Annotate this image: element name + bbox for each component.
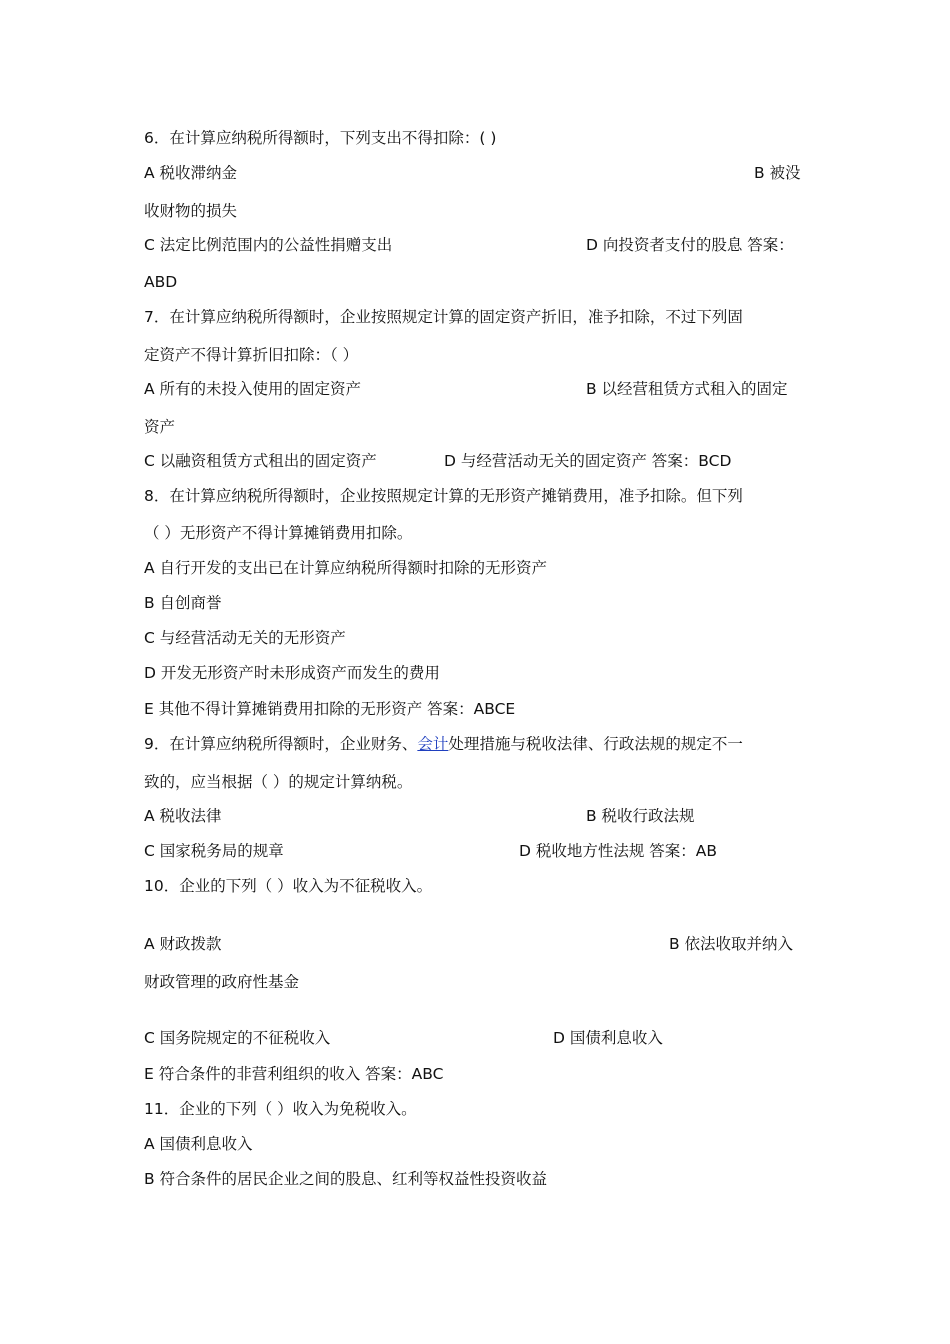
q7-option-a: A 所有的未投入使用的固定资产 [144,380,362,398]
q10-option-e: E 符合条件的非营利组织的收入 答案：ABC [144,1065,444,1083]
q6-option-a: A 税收滞纳金 [144,164,238,182]
q9-option-d: D 税收地方性法规 答案：AB [519,842,718,860]
q7-option-b: B 以经营租赁方式租入的固定 [586,380,788,398]
q10-option-b-continued: 财政管理的政府性基金 [144,973,300,991]
q7-option-d: D 与经营活动无关的固定资产 答案：BCD [444,452,732,470]
accounting-link[interactable]: 会计 [417,735,449,753]
q9-stem-line2: 致的，应当根据（ ）的规定计算纳税。 [144,773,413,791]
q8-option-c: C 与经营活动无关的无形资产 [144,629,346,647]
q11-stem: 11．企业的下列（ ）收入为免税收入。 [144,1100,417,1118]
q8-option-e: E 其他不得计算摊销费用扣除的无形资产 答案：ABCE [144,700,516,718]
q7-option-b-continued: 资产 [144,418,176,436]
q6-option-b: B 被没 [754,164,801,182]
q10-option-c: C 国务院规定的不征税收入 [144,1029,331,1047]
q9-stem-text-a: 9．在计算应纳税所得额时，企业财务、 [144,735,418,753]
q9-stem-text-b: 处理措施与税收法律、行政法规的规定不一 [448,735,743,753]
q10-stem: 10．企业的下列（ ）收入为不征税收入。 [144,877,433,895]
q6-option-d: D 向投资者支付的股息 答案： [586,236,794,254]
q11-option-a: A 国债利息收入 [144,1135,253,1153]
q8-stem-line2: （ ）无形资产不得计算摊销费用扣除。 [144,524,413,542]
q8-option-a: A 自行开发的支出已在计算应纳税所得额时扣除的无形资产 [144,559,548,577]
q6-answer: ABD [144,273,178,291]
q11-option-b: B 符合条件的居民企业之间的股息、红利等权益性投资收益 [144,1170,548,1188]
q6-stem: 6．在计算应纳税所得额时，下列支出不得扣除：( ) [144,129,497,147]
q8-option-b: B 自创商誉 [144,594,222,612]
q7-option-c: C 以融资租赁方式租出的固定资产 [144,452,377,470]
q10-option-d: D 国债利息收入 [553,1029,663,1047]
q7-stem-line2: 定资产不得计算折旧扣除：（ ） [144,346,359,364]
q8-stem-line1: 8．在计算应纳税所得额时，企业按照规定计算的无形资产摊销费用，准予扣除。但下列 [144,487,743,505]
q10-option-b: B 依法收取并纳入 [669,935,794,953]
q6-option-b-continued: 收财物的损失 [144,202,238,220]
q8-option-d: D 开发无形资产时未形成资产而发生的费用 [144,664,440,682]
q9-option-b: B 税收行政法规 [586,807,695,825]
q9-stem-line1 [144,734,743,754]
q9-option-c: C 国家税务局的规章 [144,842,284,860]
q10-option-a: A 财政拨款 [144,935,222,953]
q7-stem-line1: 7．在计算应纳税所得额时，企业按照规定计算的固定资产折旧，准予扣除，不过下列固 [144,308,743,326]
q9-option-a: A 税收法律 [144,807,222,825]
q6-option-c: C 法定比例范围内的公益性捐赠支出 [144,236,393,254]
